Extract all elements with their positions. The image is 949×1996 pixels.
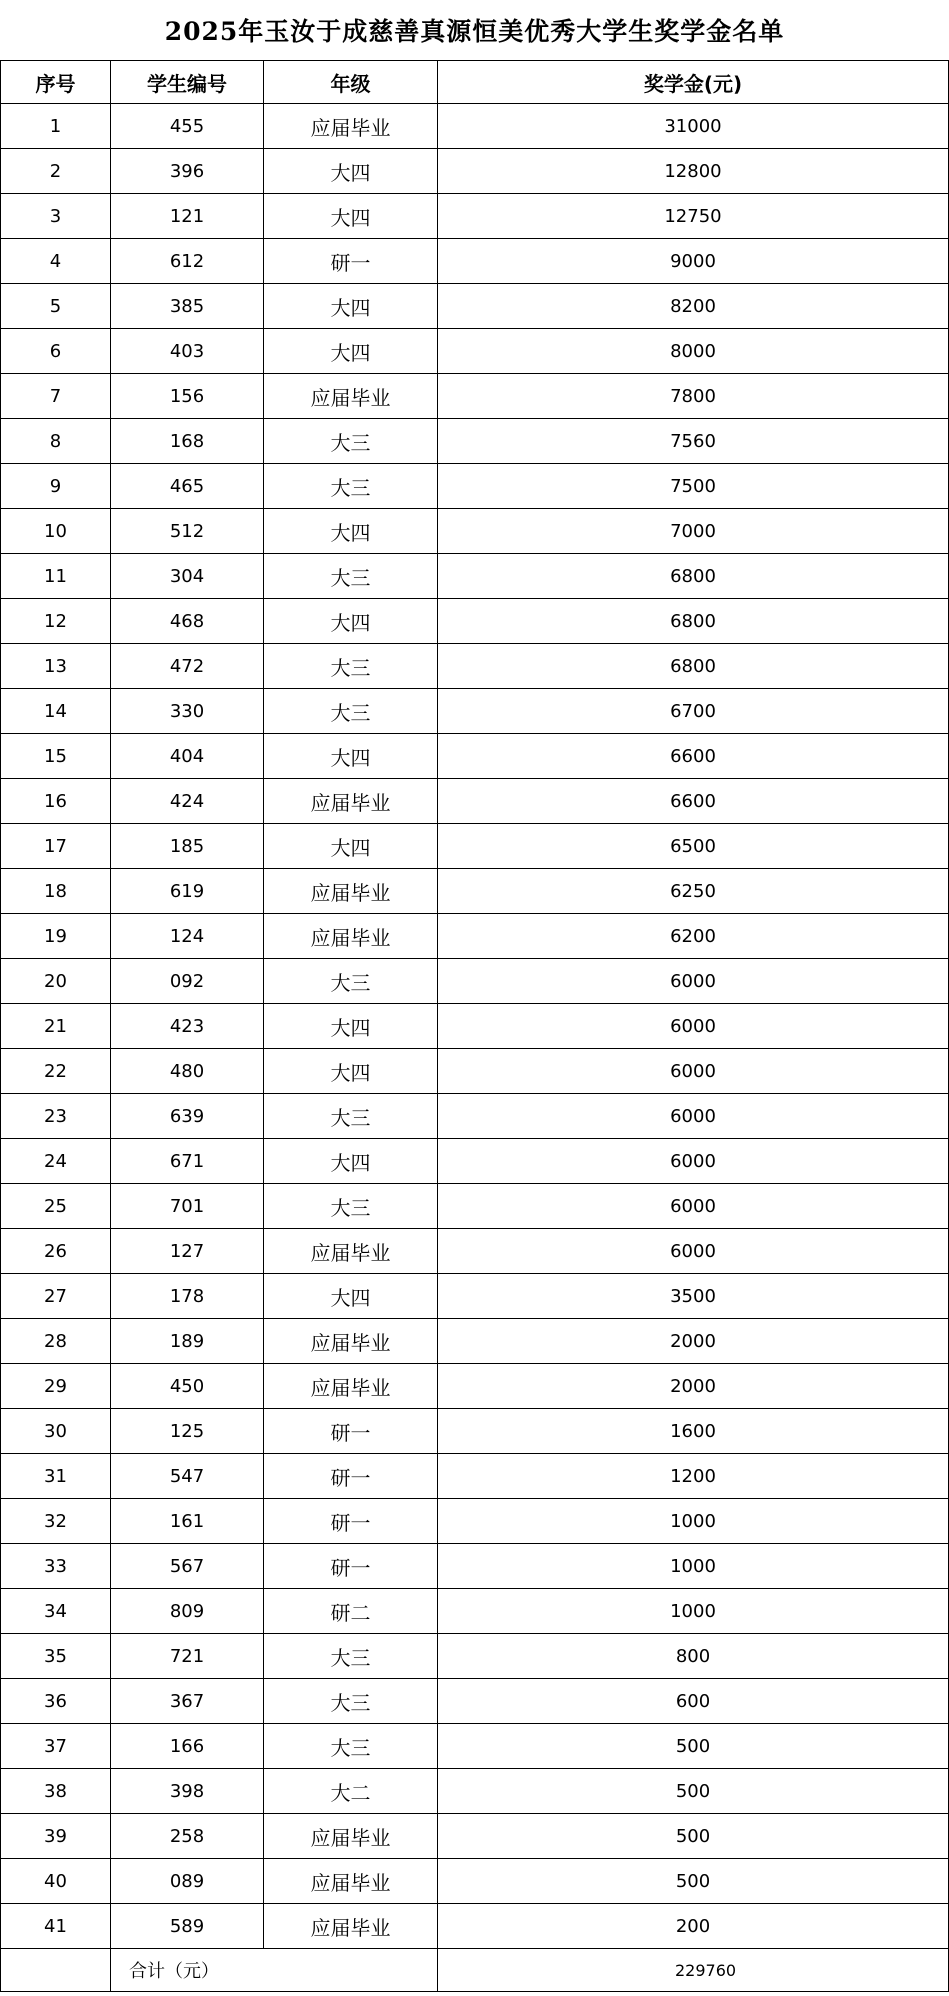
cell-grade: 应届毕业: [264, 914, 438, 959]
cell-serial-number: 15: [1, 734, 111, 779]
table-row: [1, 239, 949, 284]
total-value: 229760: [438, 1949, 949, 1992]
cell-student-id: 639: [111, 1094, 264, 1139]
cell-student-id: 125: [111, 1409, 264, 1454]
cell-serial-number: 32: [1, 1499, 111, 1544]
cell-serial-number: 12: [1, 599, 111, 644]
cell-serial-number: 16: [1, 779, 111, 824]
cell-serial-number: 30: [1, 1409, 111, 1454]
cell-grade: 大四: [264, 1274, 438, 1319]
cell-grade: 大四: [264, 824, 438, 869]
cell-scholarship-amount: 3500: [438, 1274, 949, 1319]
table-row: [1, 1229, 949, 1274]
cell-grade: 应届毕业: [264, 374, 438, 419]
cell-student-id: 330: [111, 689, 264, 734]
cell-grade: 大三: [264, 554, 438, 599]
cell-serial-number: 2: [1, 149, 111, 194]
cell-serial-number: 38: [1, 1769, 111, 1814]
table-body: [1, 104, 949, 1949]
cell-serial-number: 21: [1, 1004, 111, 1049]
cell-grade: 大四: [264, 149, 438, 194]
table-row: [1, 1499, 949, 1544]
cell-student-id: 404: [111, 734, 264, 779]
cell-grade: 研二: [264, 1589, 438, 1634]
cell-grade: 大三: [264, 1634, 438, 1679]
cell-scholarship-amount: 1000: [438, 1589, 949, 1634]
cell-student-id: 589: [111, 1904, 264, 1949]
header-grade: 年级: [264, 61, 438, 104]
cell-grade: 研一: [264, 1454, 438, 1499]
table-row: [1, 284, 949, 329]
table-row: [1, 1184, 949, 1229]
cell-serial-number: 27: [1, 1274, 111, 1319]
cell-serial-number: 11: [1, 554, 111, 599]
cell-serial-number: 25: [1, 1184, 111, 1229]
cell-scholarship-amount: 6000: [438, 1139, 949, 1184]
cell-grade: 应届毕业: [264, 1859, 438, 1904]
cell-student-id: 671: [111, 1139, 264, 1184]
cell-grade: 大三: [264, 644, 438, 689]
cell-serial-number: 22: [1, 1049, 111, 1094]
cell-scholarship-amount: 31000: [438, 104, 949, 149]
cell-grade: 研一: [264, 1499, 438, 1544]
total-serial-cell: [1, 1949, 111, 1992]
cell-student-id: 385: [111, 284, 264, 329]
table-row: [1, 509, 949, 554]
cell-scholarship-amount: 6800: [438, 554, 949, 599]
cell-grade: 应届毕业: [264, 1814, 438, 1859]
table-row: [1, 1814, 949, 1859]
cell-scholarship-amount: 6600: [438, 734, 949, 779]
cell-grade: 应届毕业: [264, 1319, 438, 1364]
cell-serial-number: 20: [1, 959, 111, 1004]
cell-scholarship-amount: 6250: [438, 869, 949, 914]
cell-serial-number: 33: [1, 1544, 111, 1589]
cell-serial-number: 36: [1, 1679, 111, 1724]
cell-grade: 应届毕业: [264, 1904, 438, 1949]
table-row: [1, 1544, 949, 1589]
table-row: [1, 1274, 949, 1319]
cell-scholarship-amount: 1200: [438, 1454, 949, 1499]
cell-serial-number: 9: [1, 464, 111, 509]
cell-student-id: 809: [111, 1589, 264, 1634]
table-row: [1, 1139, 949, 1184]
cell-serial-number: 8: [1, 419, 111, 464]
cell-grade: 大四: [264, 734, 438, 779]
cell-student-id: 567: [111, 1544, 264, 1589]
cell-serial-number: 39: [1, 1814, 111, 1859]
cell-student-id: 092: [111, 959, 264, 1004]
cell-student-id: 398: [111, 1769, 264, 1814]
cell-scholarship-amount: 1600: [438, 1409, 949, 1454]
cell-grade: 应届毕业: [264, 1364, 438, 1409]
cell-grade: 研一: [264, 1409, 438, 1454]
cell-student-id: 465: [111, 464, 264, 509]
cell-grade: 大三: [264, 1184, 438, 1229]
cell-serial-number: 19: [1, 914, 111, 959]
cell-serial-number: 28: [1, 1319, 111, 1364]
header-scholarship-amount: 奖学金(元): [438, 61, 949, 104]
cell-grade: 应届毕业: [264, 779, 438, 824]
cell-serial-number: 3: [1, 194, 111, 239]
cell-student-id: 403: [111, 329, 264, 374]
table-row: [1, 1634, 949, 1679]
table-row: [1, 1679, 949, 1724]
cell-scholarship-amount: 500: [438, 1859, 949, 1904]
cell-scholarship-amount: 6000: [438, 1004, 949, 1049]
cell-student-id: 450: [111, 1364, 264, 1409]
cell-scholarship-amount: 800: [438, 1634, 949, 1679]
cell-serial-number: 18: [1, 869, 111, 914]
table-row: [1, 1454, 949, 1499]
cell-student-id: 168: [111, 419, 264, 464]
cell-serial-number: 26: [1, 1229, 111, 1274]
cell-scholarship-amount: 12800: [438, 149, 949, 194]
cell-serial-number: 14: [1, 689, 111, 734]
cell-grade: 大四: [264, 284, 438, 329]
cell-grade: 大三: [264, 1094, 438, 1139]
cell-scholarship-amount: 2000: [438, 1319, 949, 1364]
cell-scholarship-amount: 7000: [438, 509, 949, 554]
table-row: [1, 1724, 949, 1769]
cell-student-id: 424: [111, 779, 264, 824]
cell-scholarship-amount: 7560: [438, 419, 949, 464]
cell-grade: 研一: [264, 1544, 438, 1589]
cell-student-id: 547: [111, 1454, 264, 1499]
cell-scholarship-amount: 6000: [438, 1229, 949, 1274]
table-row: [1, 1004, 949, 1049]
cell-scholarship-amount: 8000: [438, 329, 949, 374]
cell-student-id: 127: [111, 1229, 264, 1274]
table-row: [1, 1859, 949, 1904]
cell-student-id: 178: [111, 1274, 264, 1319]
table-row: [1, 464, 949, 509]
cell-student-id: 512: [111, 509, 264, 554]
table-row: [1, 1589, 949, 1634]
cell-student-id: 396: [111, 149, 264, 194]
cell-student-id: 185: [111, 824, 264, 869]
cell-grade: 大二: [264, 1769, 438, 1814]
cell-grade: 大三: [264, 1724, 438, 1769]
total-row: [1, 1949, 949, 1992]
cell-scholarship-amount: 7800: [438, 374, 949, 419]
cell-scholarship-amount: 1000: [438, 1499, 949, 1544]
table-row: [1, 554, 949, 599]
cell-student-id: 721: [111, 1634, 264, 1679]
cell-grade: 大三: [264, 959, 438, 1004]
table-row: [1, 104, 949, 149]
cell-student-id: 472: [111, 644, 264, 689]
cell-serial-number: 6: [1, 329, 111, 374]
table-row: [1, 779, 949, 824]
cell-grade: 大四: [264, 329, 438, 374]
cell-scholarship-amount: 6000: [438, 1184, 949, 1229]
table-row: [1, 824, 949, 869]
cell-student-id: 258: [111, 1814, 264, 1859]
cell-serial-number: 4: [1, 239, 111, 284]
cell-grade: 大四: [264, 1004, 438, 1049]
cell-student-id: 455: [111, 104, 264, 149]
scholarship-table: [0, 60, 949, 1992]
table-row: [1, 374, 949, 419]
cell-grade: 大三: [264, 1679, 438, 1724]
cell-student-id: 304: [111, 554, 264, 599]
cell-scholarship-amount: 6500: [438, 824, 949, 869]
cell-scholarship-amount: 600: [438, 1679, 949, 1724]
cell-scholarship-amount: 500: [438, 1724, 949, 1769]
table-row: [1, 914, 949, 959]
cell-scholarship-amount: 7500: [438, 464, 949, 509]
cell-serial-number: 5: [1, 284, 111, 329]
cell-serial-number: 37: [1, 1724, 111, 1769]
cell-scholarship-amount: 2000: [438, 1364, 949, 1409]
cell-student-id: 367: [111, 1679, 264, 1724]
table-row: [1, 329, 949, 374]
table-row: [1, 1094, 949, 1139]
cell-grade: 大三: [264, 464, 438, 509]
cell-scholarship-amount: 8200: [438, 284, 949, 329]
table-row: [1, 734, 949, 779]
cell-student-id: 156: [111, 374, 264, 419]
cell-student-id: 423: [111, 1004, 264, 1049]
cell-grade: 大四: [264, 1049, 438, 1094]
header-student-id: 学生编号: [111, 61, 264, 104]
document-title: 2025年玉汝于成慈善真源恒美优秀大学生奖学金名单: [164, 17, 785, 46]
cell-scholarship-amount: 6700: [438, 689, 949, 734]
cell-grade: 应届毕业: [264, 869, 438, 914]
cell-scholarship-amount: 500: [438, 1814, 949, 1859]
cell-student-id: 619: [111, 869, 264, 914]
cell-scholarship-amount: 6600: [438, 779, 949, 824]
table-row: [1, 149, 949, 194]
table-row: [1, 194, 949, 239]
total-label: 合计（元）: [111, 1949, 438, 1992]
table-row: [1, 1769, 949, 1814]
cell-student-id: 480: [111, 1049, 264, 1094]
cell-scholarship-amount: 1000: [438, 1544, 949, 1589]
cell-serial-number: 40: [1, 1859, 111, 1904]
cell-grade: 应届毕业: [264, 1229, 438, 1274]
cell-serial-number: 23: [1, 1094, 111, 1139]
cell-student-id: 612: [111, 239, 264, 284]
table-row: [1, 419, 949, 464]
cell-serial-number: 35: [1, 1634, 111, 1679]
table-row: [1, 959, 949, 1004]
cell-serial-number: 34: [1, 1589, 111, 1634]
cell-serial-number: 13: [1, 644, 111, 689]
cell-grade: 研一: [264, 239, 438, 284]
cell-scholarship-amount: 12750: [438, 194, 949, 239]
cell-serial-number: 31: [1, 1454, 111, 1499]
cell-scholarship-amount: 6000: [438, 1094, 949, 1139]
cell-scholarship-amount: 6800: [438, 644, 949, 689]
table-row: [1, 1904, 949, 1949]
table-row: [1, 1409, 949, 1454]
cell-student-id: 121: [111, 194, 264, 239]
cell-scholarship-amount: 6000: [438, 959, 949, 1004]
table-row: [1, 644, 949, 689]
cell-scholarship-amount: 6000: [438, 1049, 949, 1094]
cell-scholarship-amount: 200: [438, 1904, 949, 1949]
cell-serial-number: 10: [1, 509, 111, 554]
cell-serial-number: 17: [1, 824, 111, 869]
cell-grade: 应届毕业: [264, 104, 438, 149]
cell-grade: 大四: [264, 509, 438, 554]
cell-student-id: 468: [111, 599, 264, 644]
table-row: [1, 689, 949, 734]
cell-scholarship-amount: 500: [438, 1769, 949, 1814]
cell-student-id: 166: [111, 1724, 264, 1769]
cell-student-id: 161: [111, 1499, 264, 1544]
cell-grade: 大三: [264, 689, 438, 734]
cell-serial-number: 24: [1, 1139, 111, 1184]
cell-scholarship-amount: 6800: [438, 599, 949, 644]
cell-grade: 大三: [264, 419, 438, 464]
cell-serial-number: 29: [1, 1364, 111, 1409]
cell-scholarship-amount: 9000: [438, 239, 949, 284]
header-serial-number: 序号: [1, 61, 111, 104]
table-header-row: [1, 61, 949, 104]
cell-student-id: 701: [111, 1184, 264, 1229]
cell-student-id: 124: [111, 914, 264, 959]
cell-serial-number: 7: [1, 374, 111, 419]
cell-grade: 大四: [264, 599, 438, 644]
cell-student-id: 089: [111, 1859, 264, 1904]
cell-grade: 大四: [264, 194, 438, 239]
table-row: [1, 869, 949, 914]
cell-student-id: 189: [111, 1319, 264, 1364]
cell-serial-number: 1: [1, 104, 111, 149]
cell-grade: 大四: [264, 1139, 438, 1184]
cell-scholarship-amount: 6200: [438, 914, 949, 959]
table-row: [1, 1364, 949, 1409]
table-row: [1, 1049, 949, 1094]
table-row: [1, 599, 949, 644]
cell-serial-number: 41: [1, 1904, 111, 1949]
table-row: [1, 1319, 949, 1364]
